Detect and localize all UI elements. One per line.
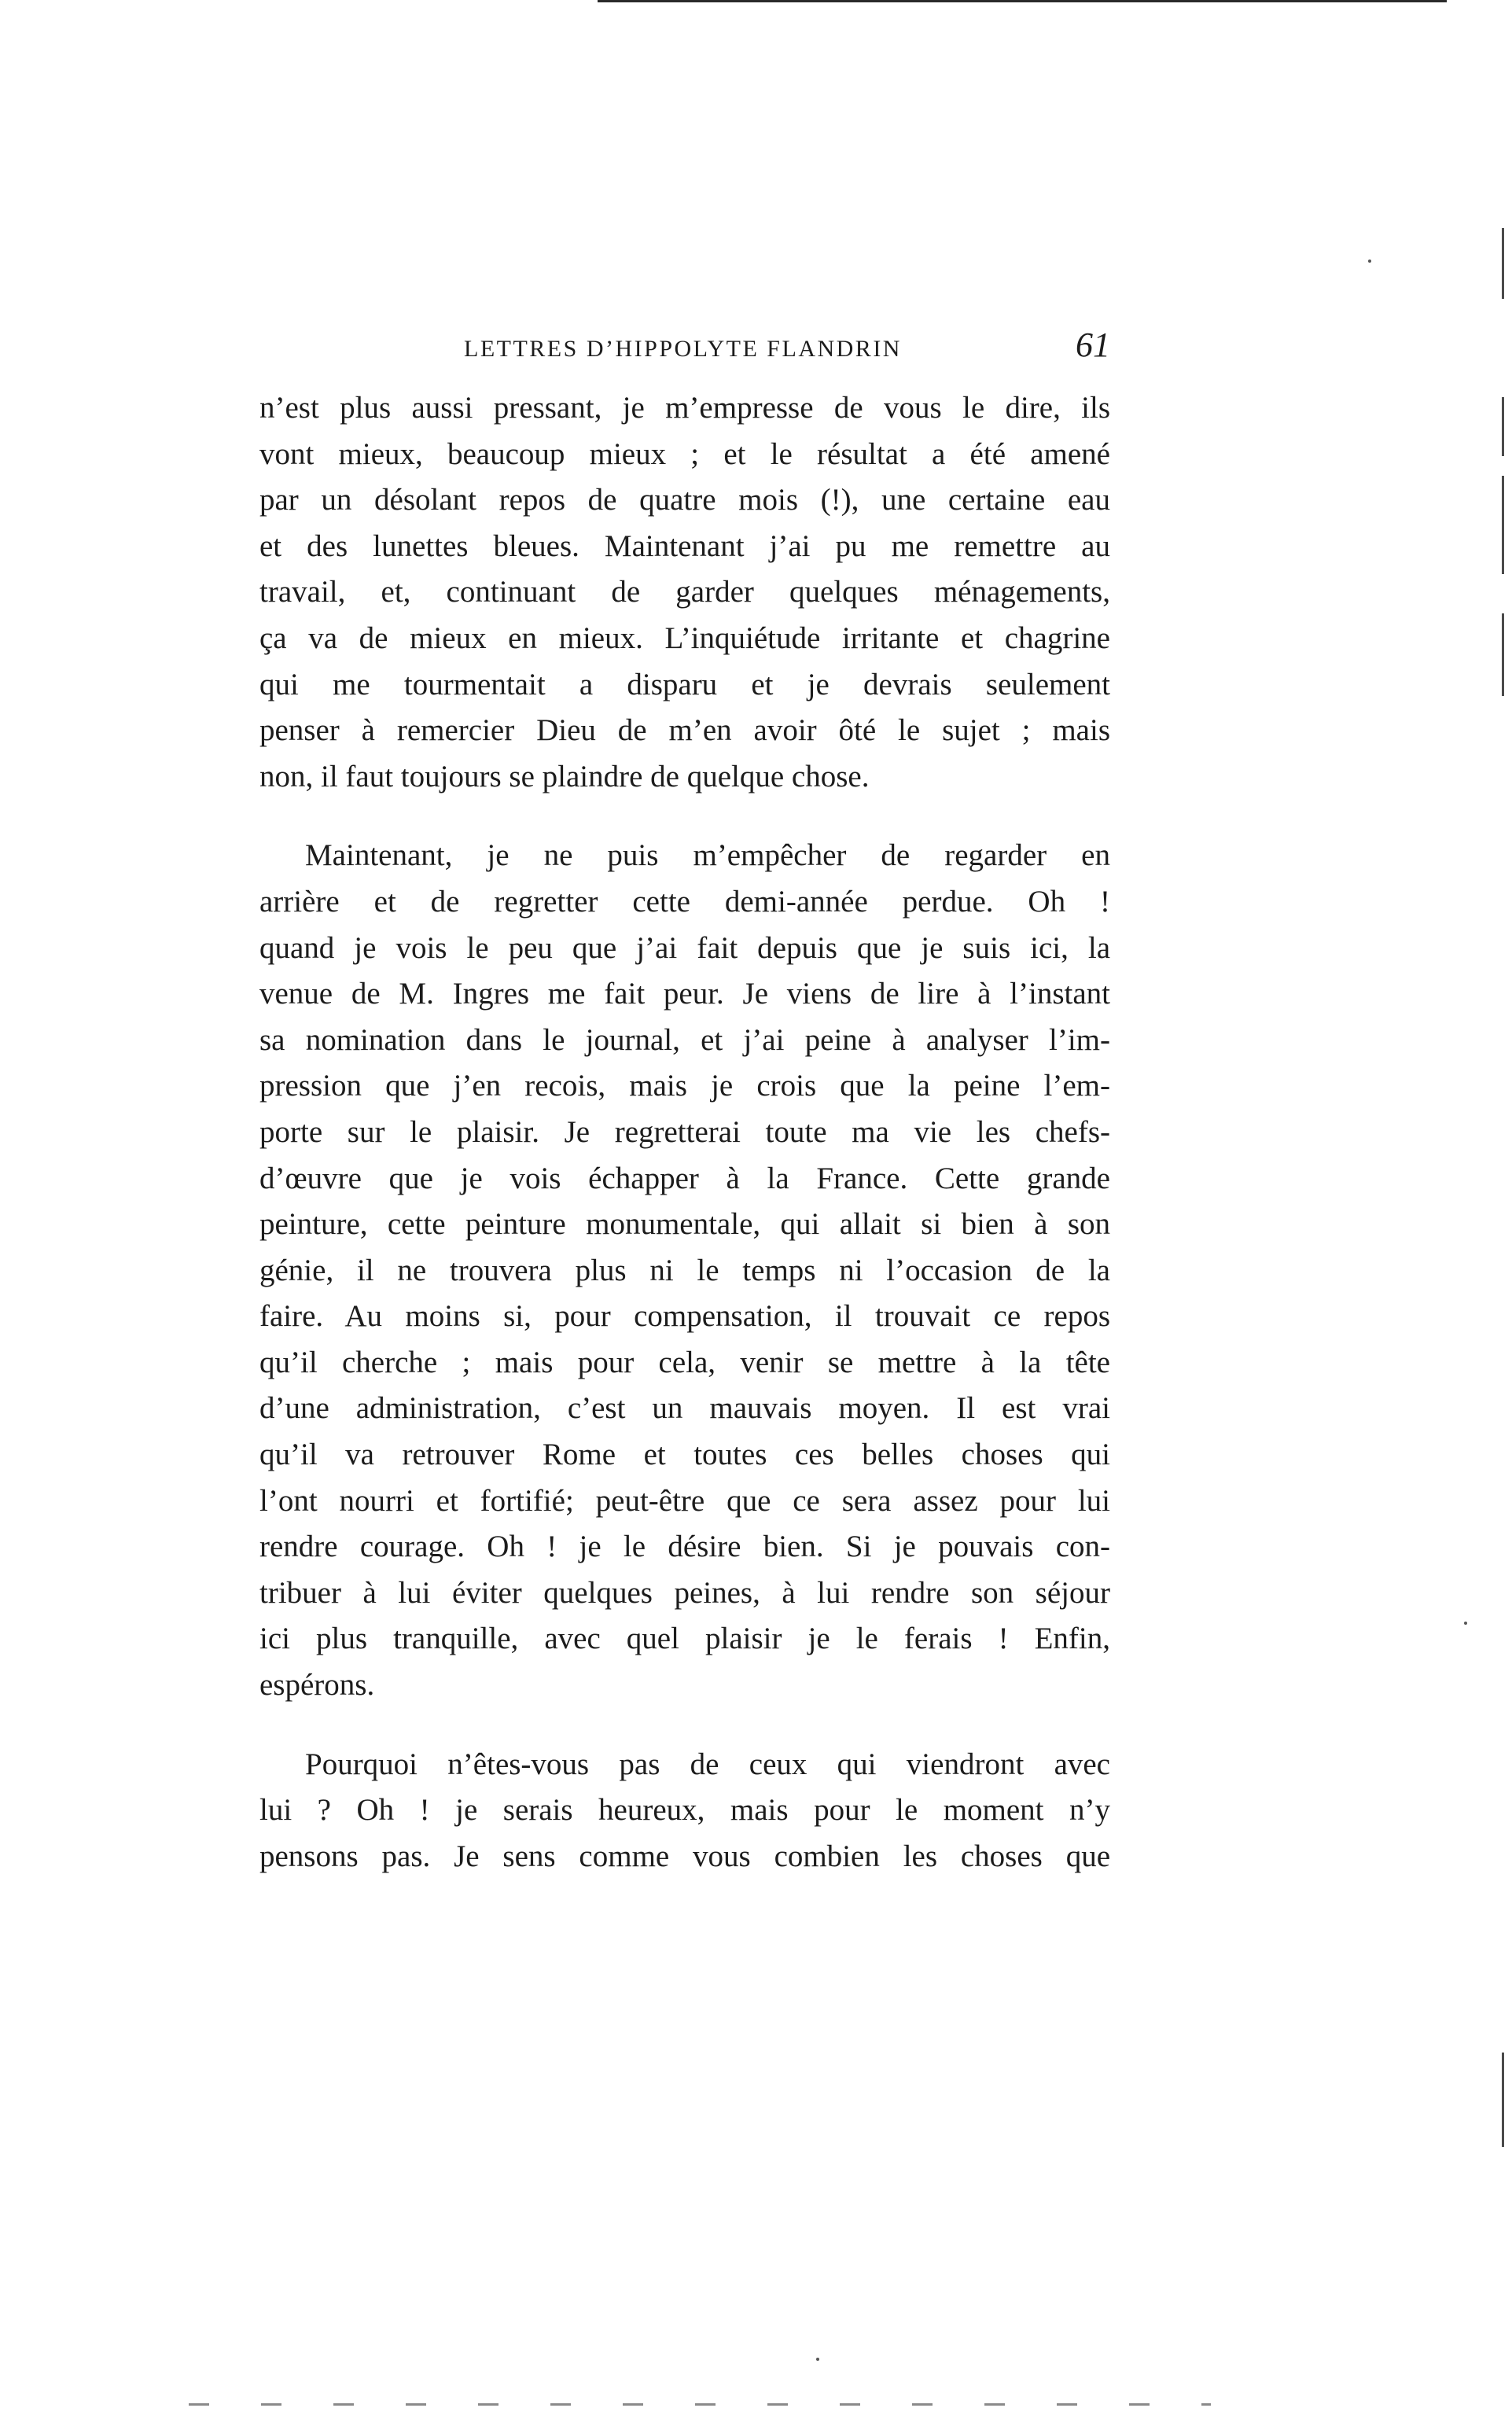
text-line: qui me tourmentait a disparu et je devrais seulement bbox=[259, 667, 1110, 701]
text-line: peinture, cette peinture monumentale, qui allait si bien à son bbox=[259, 1207, 1110, 1242]
text-line: venue de M. Ingres me fait peur. Je viens de lire à l’instant bbox=[259, 977, 1110, 1011]
text-line: n’est plus aussi pressant, je m’empresse de vous le dire, ils bbox=[259, 391, 1110, 425]
scan-margin-mark bbox=[1502, 228, 1504, 299]
text-line: travail, et, continuant de garder quelques ménagements, bbox=[259, 575, 1110, 609]
text-line: Pourquoi n’êtes-vous pas de ceux qui viendront avec bbox=[305, 1747, 1110, 1781]
text-line: vont mieux, beaucoup mieux ; et le résultat a été amené bbox=[259, 436, 1110, 471]
scan-margin-mark bbox=[1502, 476, 1504, 574]
text-line: tribuer à lui éviter quelques peines, à lui rendre son séjour bbox=[259, 1575, 1110, 1610]
text-line: rendre courage. Oh ! je le désire bien. Si je pouvais con- bbox=[259, 1530, 1110, 1564]
text-line: l’ont nourri et fortifié; peut-être que ce sera assez pour lui bbox=[259, 1483, 1110, 1518]
text-line: arrière et de regretter cette demi-année perdue. Oh ! bbox=[259, 884, 1110, 919]
scan-bottom-edge bbox=[189, 2403, 1211, 2406]
running-title: LETTRES D’HIPPOLYTE FLANDRIN bbox=[464, 336, 902, 362]
text-line: qu’il cherche ; mais pour cela, venir se mettre à la tête bbox=[259, 1345, 1110, 1379]
paragraph bbox=[259, 833, 1110, 1708]
text-line: espérons. bbox=[259, 1668, 375, 1703]
text-line: d’œuvre que je vois échapper à la France. Cette grande bbox=[259, 1161, 1110, 1195]
text-line: Maintenant, je ne puis m’empêcher de regarder en bbox=[305, 838, 1110, 873]
text-line: lui ? Oh ! je serais heureux, mais pour le moment n’y bbox=[259, 1793, 1110, 1828]
scan-speck bbox=[816, 2358, 819, 2361]
text-line: faire. Au moins si, pour compensation, il trouvait ce repos bbox=[259, 1299, 1110, 1334]
text-line: ici plus tranquille, avec quel plaisir je le ferais ! Enfin, bbox=[259, 1622, 1110, 1656]
text-line: porte sur le plaisir. Je regretterai toute ma vie les chefs- bbox=[259, 1114, 1110, 1149]
text-line: pensons pas. Je sens comme vous combien les choses que bbox=[259, 1839, 1110, 1873]
text-line: par un désolant repos de quatre mois (!), une certaine eau bbox=[259, 483, 1110, 517]
text-line: non, il faut toujours se plaindre de quelque chose. bbox=[259, 759, 870, 793]
text-line: pression que j’en recois, mais je crois que la peine l’em- bbox=[259, 1069, 1110, 1103]
paragraph bbox=[259, 385, 1110, 800]
text-line: ça va de mieux en mieux. L’inquiétude irritante et chagrine bbox=[259, 620, 1110, 655]
page-number: 61 bbox=[1076, 326, 1110, 364]
text-line: sa nomination dans le journal, et j’ai peine à analyser l’im- bbox=[259, 1022, 1110, 1057]
text-line: et des lunettes bleues. Maintenant j’ai pu me remettre au bbox=[259, 528, 1110, 563]
scan-speck bbox=[1464, 1622, 1467, 1625]
scan-top-edge bbox=[598, 0, 1447, 2]
scan-margin-mark bbox=[1502, 397, 1504, 456]
paragraph bbox=[259, 1742, 1110, 1880]
body-text bbox=[259, 385, 1110, 1880]
text-line: qu’il va retrouver Rome et toutes ces belles choses qui bbox=[259, 1438, 1110, 1472]
scan-margin-mark bbox=[1502, 613, 1504, 696]
text-line: d’une administration, c’est un mauvais moyen. Il est vrai bbox=[259, 1391, 1110, 1426]
page-header bbox=[259, 325, 1110, 372]
text-line: quand je vois le peu que j’ai fait depuis que je suis ici, la bbox=[259, 930, 1110, 965]
scan-margin-mark bbox=[1502, 2053, 1504, 2147]
scan-speck bbox=[1368, 260, 1371, 263]
text-line: génie, il ne trouvera plus ni le temps ni l’occasion de la bbox=[259, 1253, 1110, 1287]
text-line: penser à remercier Dieu de m’en avoir ôté le sujet ; mais bbox=[259, 713, 1110, 748]
